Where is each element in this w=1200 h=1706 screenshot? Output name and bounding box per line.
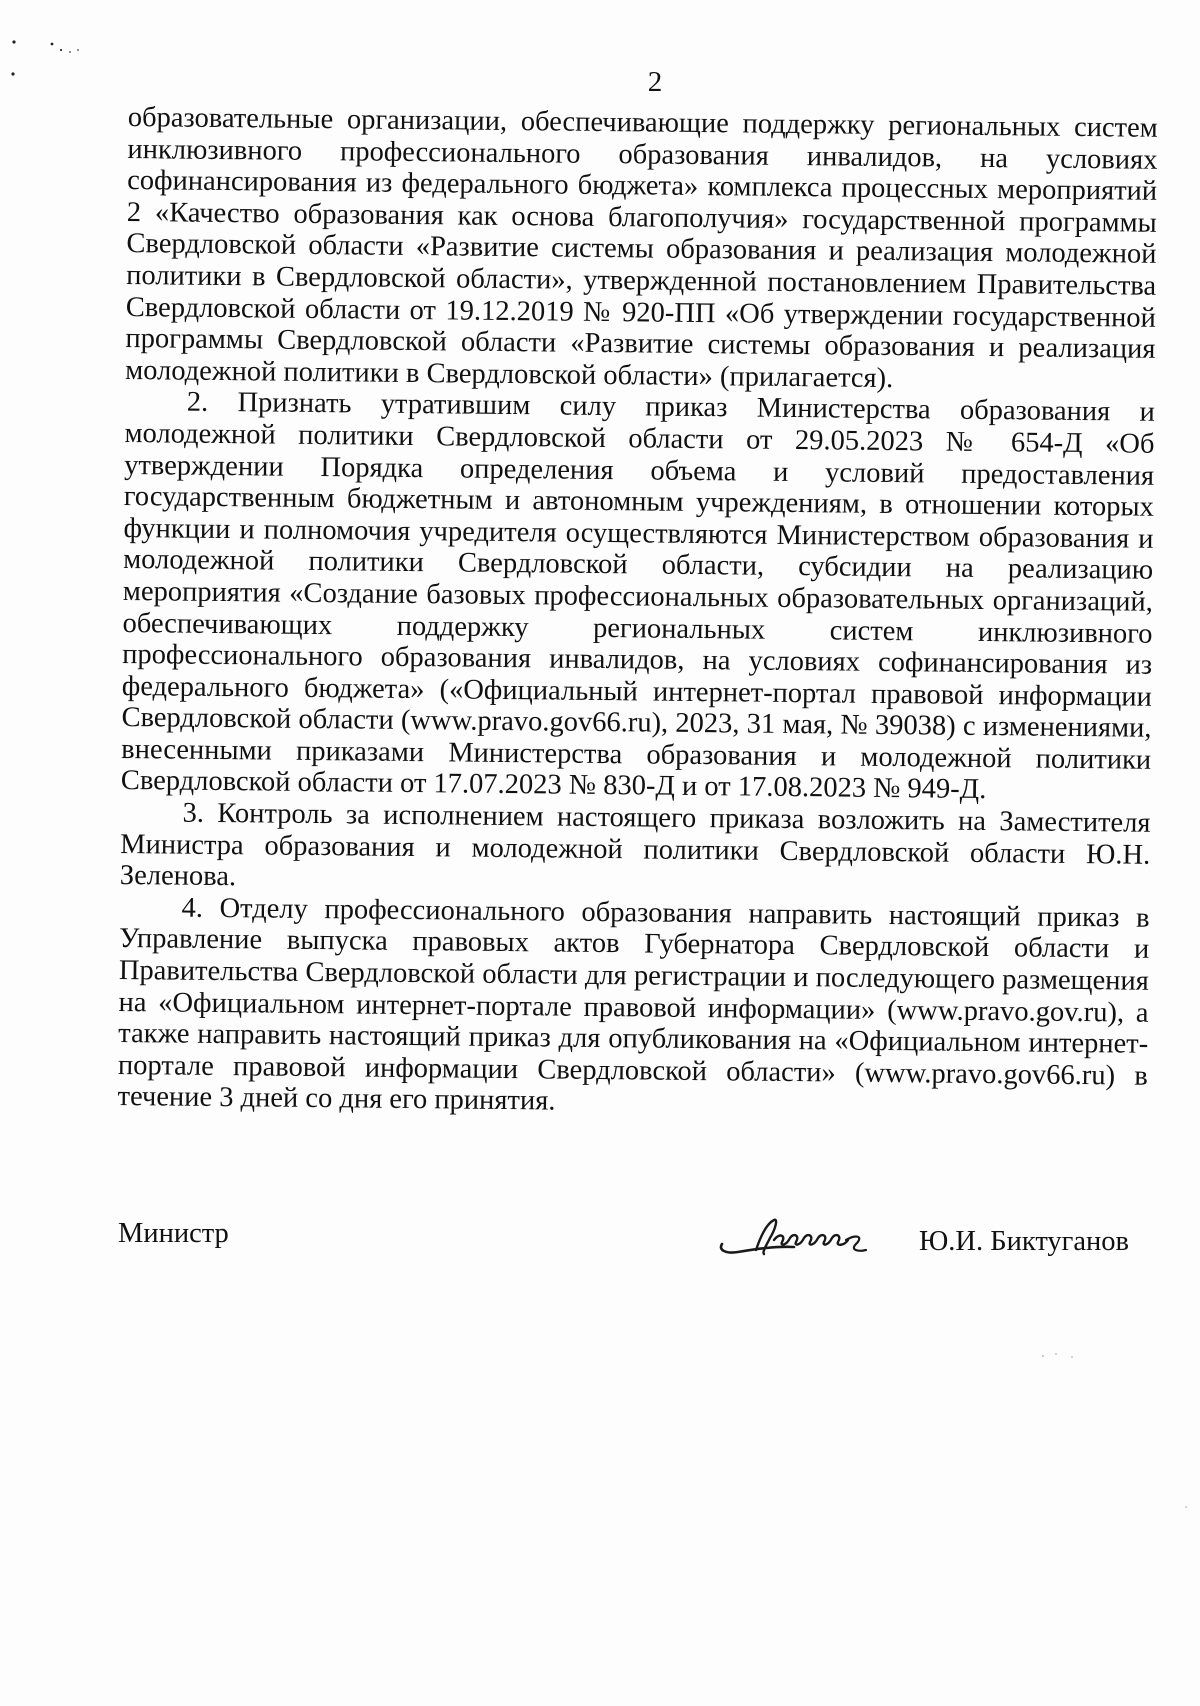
document-body (117, 102, 1158, 1124)
paragraph-2: 2. Признать утратившим силу приказ Министерства образования и молодежной политики Свердловской области от 29.05.2023 № 654-Д «Об утверждении Порядка определения объема и условий предоставления государственным бюджетным и автономным учреждениям, в отношении которых функции и полномочия учредителя осуществляются Министерством образования и молодежной политики Свердловской области, субсидии на реализацию мероприятия «Создание базовых профессиональных образовательных организаций, обеспечивающих поддержку региональных систем инклюзивного профессионального образования инвалидов, на условиях софинансирования из федерального бюджета» («Официальный интернет-портал правовой информации Свердловской области (www.pravo.gov66.ru), 2023, 31 мая, № 39038) с изменениями, внесенными приказами Министерства образования и молодежной политики Свердловской области от 17.07.2023 № 830-Д и от 17.08.2023 № 949-Д. (120, 386, 1155, 806)
page-number: 2 (647, 66, 663, 98)
paragraph-4: 4. Отделу профессионального образования направить настоящий приказ в Управление выпуска правовых актов Губернатора Свердловской области и Правительства Свердловской области для регистрации и последующего размещения на «Официальном интернет-портале правовой информации» (www.pravo.gov.ru), а также направить настоящий приказ для опубликования на «Официальном интернет-портале правовой информации Свердловской области» (www.pravo.gov66.ru) в течение 3 дней со дня его принятия. (117, 892, 1150, 1117)
handwritten-signature-icon (716, 1210, 888, 1272)
paragraph-continuation: образовательные организации, обеспечивающие поддержку региональных систем инклюзивного профессионального образования инвалидов, на условиях софинансирования из федерального бюджета» комплекса процессных мероприятий 2 «Качество образования как основа благополучия» государственной программы Свердловской области «Развитие системы образования и реализация молодежной политики в Свердловской области», утвержденной постановлением Правительства Свердловской области от 19.12.2019 № 920-ПП «Об утверждении государственной программы Свердловской области «Развитие системы образования и реализация молодежной политики в Свердловской области» (прилагается). (125, 102, 1158, 394)
paragraph-3: 3. Контроль за исполнением настоящего приказа возложить на Заместителя Министра образования и молодежной политики Свердловской области Ю.Н. Зеленова. (119, 797, 1151, 893)
signatory-position: Министр (118, 1218, 229, 1249)
signatory-name: Ю.И. Биктуганов (919, 1226, 1129, 1257)
signature-block (118, 1218, 1148, 1278)
